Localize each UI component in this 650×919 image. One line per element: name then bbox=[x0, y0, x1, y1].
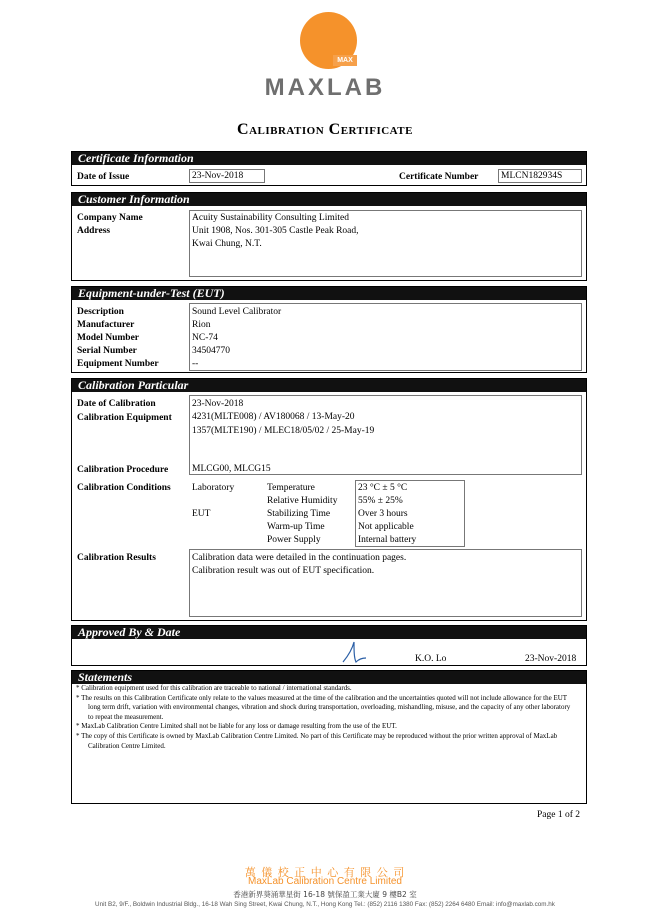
eut-value: Rion bbox=[192, 320, 211, 330]
certificate-information-section bbox=[71, 151, 587, 186]
calibration-particular-section bbox=[71, 378, 587, 621]
condition-param: Temperature bbox=[267, 483, 315, 493]
eut-section bbox=[71, 286, 587, 373]
certificate-number-text: MLCN182934S bbox=[501, 171, 563, 181]
customer-line: Kwai Chung, N.T. bbox=[192, 239, 262, 249]
calibration-conditions-label: Calibration Conditions bbox=[77, 483, 171, 493]
date-of-issue-value bbox=[189, 169, 265, 183]
calibration-date: 23-Nov-2018 bbox=[192, 399, 244, 409]
statement-item: * Calibration equipment used for this calibration are traceable to national / international standards. bbox=[76, 684, 352, 692]
signature bbox=[340, 640, 370, 664]
eut-label: Manufacturer bbox=[77, 320, 135, 330]
calibration-procedure: MLCG00, MLCG15 bbox=[192, 464, 271, 474]
calibration-results-label: Calibration Results bbox=[77, 553, 156, 563]
approval-date: 23-Nov-2018 bbox=[525, 654, 577, 664]
customer-line: Unit 1908, Nos. 301-305 Castle Peak Road, bbox=[192, 226, 359, 236]
company-name-label: Company Name bbox=[77, 213, 143, 223]
certificate-number-label: Certificate Number bbox=[399, 172, 479, 182]
footer-chinese-name: 萬 儀 校 正 中 心 有 限 公 司 bbox=[244, 866, 406, 879]
page-number: Page 1 of 2 bbox=[536, 810, 580, 820]
footer-address: Unit B2, 9/F., Boldwin Industrial Bldg., 16-18 Wah Sing Street, Kwai Chung, N.T., Hong Kong Tel.: (852) 2116 1380 Fax: (852) 2264 6480 Email: info@maxlab.com.hk bbox=[95, 901, 555, 908]
approved-section bbox=[71, 625, 587, 666]
eut-label: Description bbox=[77, 307, 124, 317]
calibration-details-box bbox=[189, 395, 582, 475]
footer-english-name: MaxLab Calibration Centre Limited bbox=[248, 876, 402, 887]
condition-param: Warm-up Time bbox=[267, 522, 325, 532]
section-header: Approved By & Date bbox=[72, 626, 586, 639]
eut-label: Serial Number bbox=[77, 346, 137, 356]
condition-param: Relative Humidity bbox=[267, 496, 338, 506]
eut-value: Sound Level Calibrator bbox=[192, 307, 282, 317]
section-header: Equipment-under-Test (EUT) bbox=[72, 287, 586, 300]
condition-value: 23 °C ± 5 °C bbox=[358, 483, 408, 493]
condition-param: Power Supply bbox=[267, 535, 321, 545]
footer-chinese-address: 香港新界葵涌華星街 16-18 號保盈工業大廈 9 樓B2 室 bbox=[233, 890, 417, 899]
section-header: Customer Information bbox=[72, 193, 586, 206]
condition-value: Internal battery bbox=[358, 535, 417, 545]
logo bbox=[250, 10, 400, 100]
logo-wordmark: MAXLAB bbox=[264, 74, 386, 101]
eut-label: Equipment Number bbox=[77, 359, 159, 369]
date-of-calibration-label: Date of Calibration bbox=[77, 399, 156, 409]
statements-list bbox=[76, 684, 576, 751]
eut-value: NC-74 bbox=[192, 333, 218, 343]
calibration-equipment-item: 1357(MLTE190) / MLEC18/05/02 / 25-May-19 bbox=[192, 426, 375, 436]
customer-line: Acuity Sustainability Consulting Limited bbox=[192, 213, 350, 223]
eut-value: 34504770 bbox=[192, 346, 230, 356]
eut-label: Model Number bbox=[77, 333, 140, 343]
section-header: Certificate Information bbox=[72, 152, 586, 165]
calibration-result-line: Calibration data were detailed in the continuation pages. bbox=[192, 553, 407, 563]
customer-information-section bbox=[71, 192, 587, 281]
condition-value: Over 3 hours bbox=[358, 509, 408, 519]
address-label: Address bbox=[77, 226, 111, 236]
condition-param: Stabilizing Time bbox=[267, 509, 331, 519]
page-title: Calibration Certificate bbox=[237, 121, 413, 138]
calibration-equipment-item: 4231(MLTE008) / AV180068 / 13-May-20 bbox=[192, 412, 355, 422]
condition-value: 55% ± 25% bbox=[358, 496, 403, 506]
statement-item: * The copy of this Certificate is owned by MaxLab Calibration Centre Limited. No part of this Certificate may be reproduced without the prior written approval of MaxLab Calibration Centre Limited. bbox=[76, 731, 558, 750]
date-of-issue-label: Date of Issue bbox=[77, 172, 130, 182]
logo-badge: MAX bbox=[333, 55, 357, 66]
statement-item: * MaxLab Calibration Centre Limited shall not be liable for any loss or damage resulting from the use of the EUT. bbox=[76, 722, 397, 731]
condition-value: Not applicable bbox=[358, 522, 414, 532]
calibration-result-line: Calibration result was out of EUT specification. bbox=[192, 566, 375, 576]
calibration-procedure-label: Calibration Procedure bbox=[77, 465, 169, 475]
customer-box bbox=[189, 210, 582, 277]
condition-laboratory: Laboratory bbox=[192, 483, 235, 493]
eut-value: -- bbox=[192, 359, 199, 369]
eut-box bbox=[189, 303, 582, 371]
conditions-values-box bbox=[355, 480, 465, 547]
section-header: Statements bbox=[72, 671, 586, 684]
certificate-number-value bbox=[498, 169, 582, 183]
approver-name: K.O. Lo bbox=[415, 654, 447, 664]
statement-item: * The results on this Calibration Certificate only relate to the values measured at the time of the calibration and the uncertainties quoted will not include allowance for the EUT long term drift, variation with environmental changes, vibration and shock during transportation, overloading, mishandling, misuse, and the capacity of any other laboratory to repeat the measurement. bbox=[76, 693, 571, 721]
section-header: Calibration Particular bbox=[72, 379, 586, 392]
date-of-issue-text: 23-Nov-2018 bbox=[192, 171, 244, 181]
condition-eut: EUT bbox=[192, 509, 211, 519]
calibration-equipment-label: Calibration Equipment bbox=[77, 413, 172, 423]
calibration-results-box bbox=[189, 549, 582, 617]
